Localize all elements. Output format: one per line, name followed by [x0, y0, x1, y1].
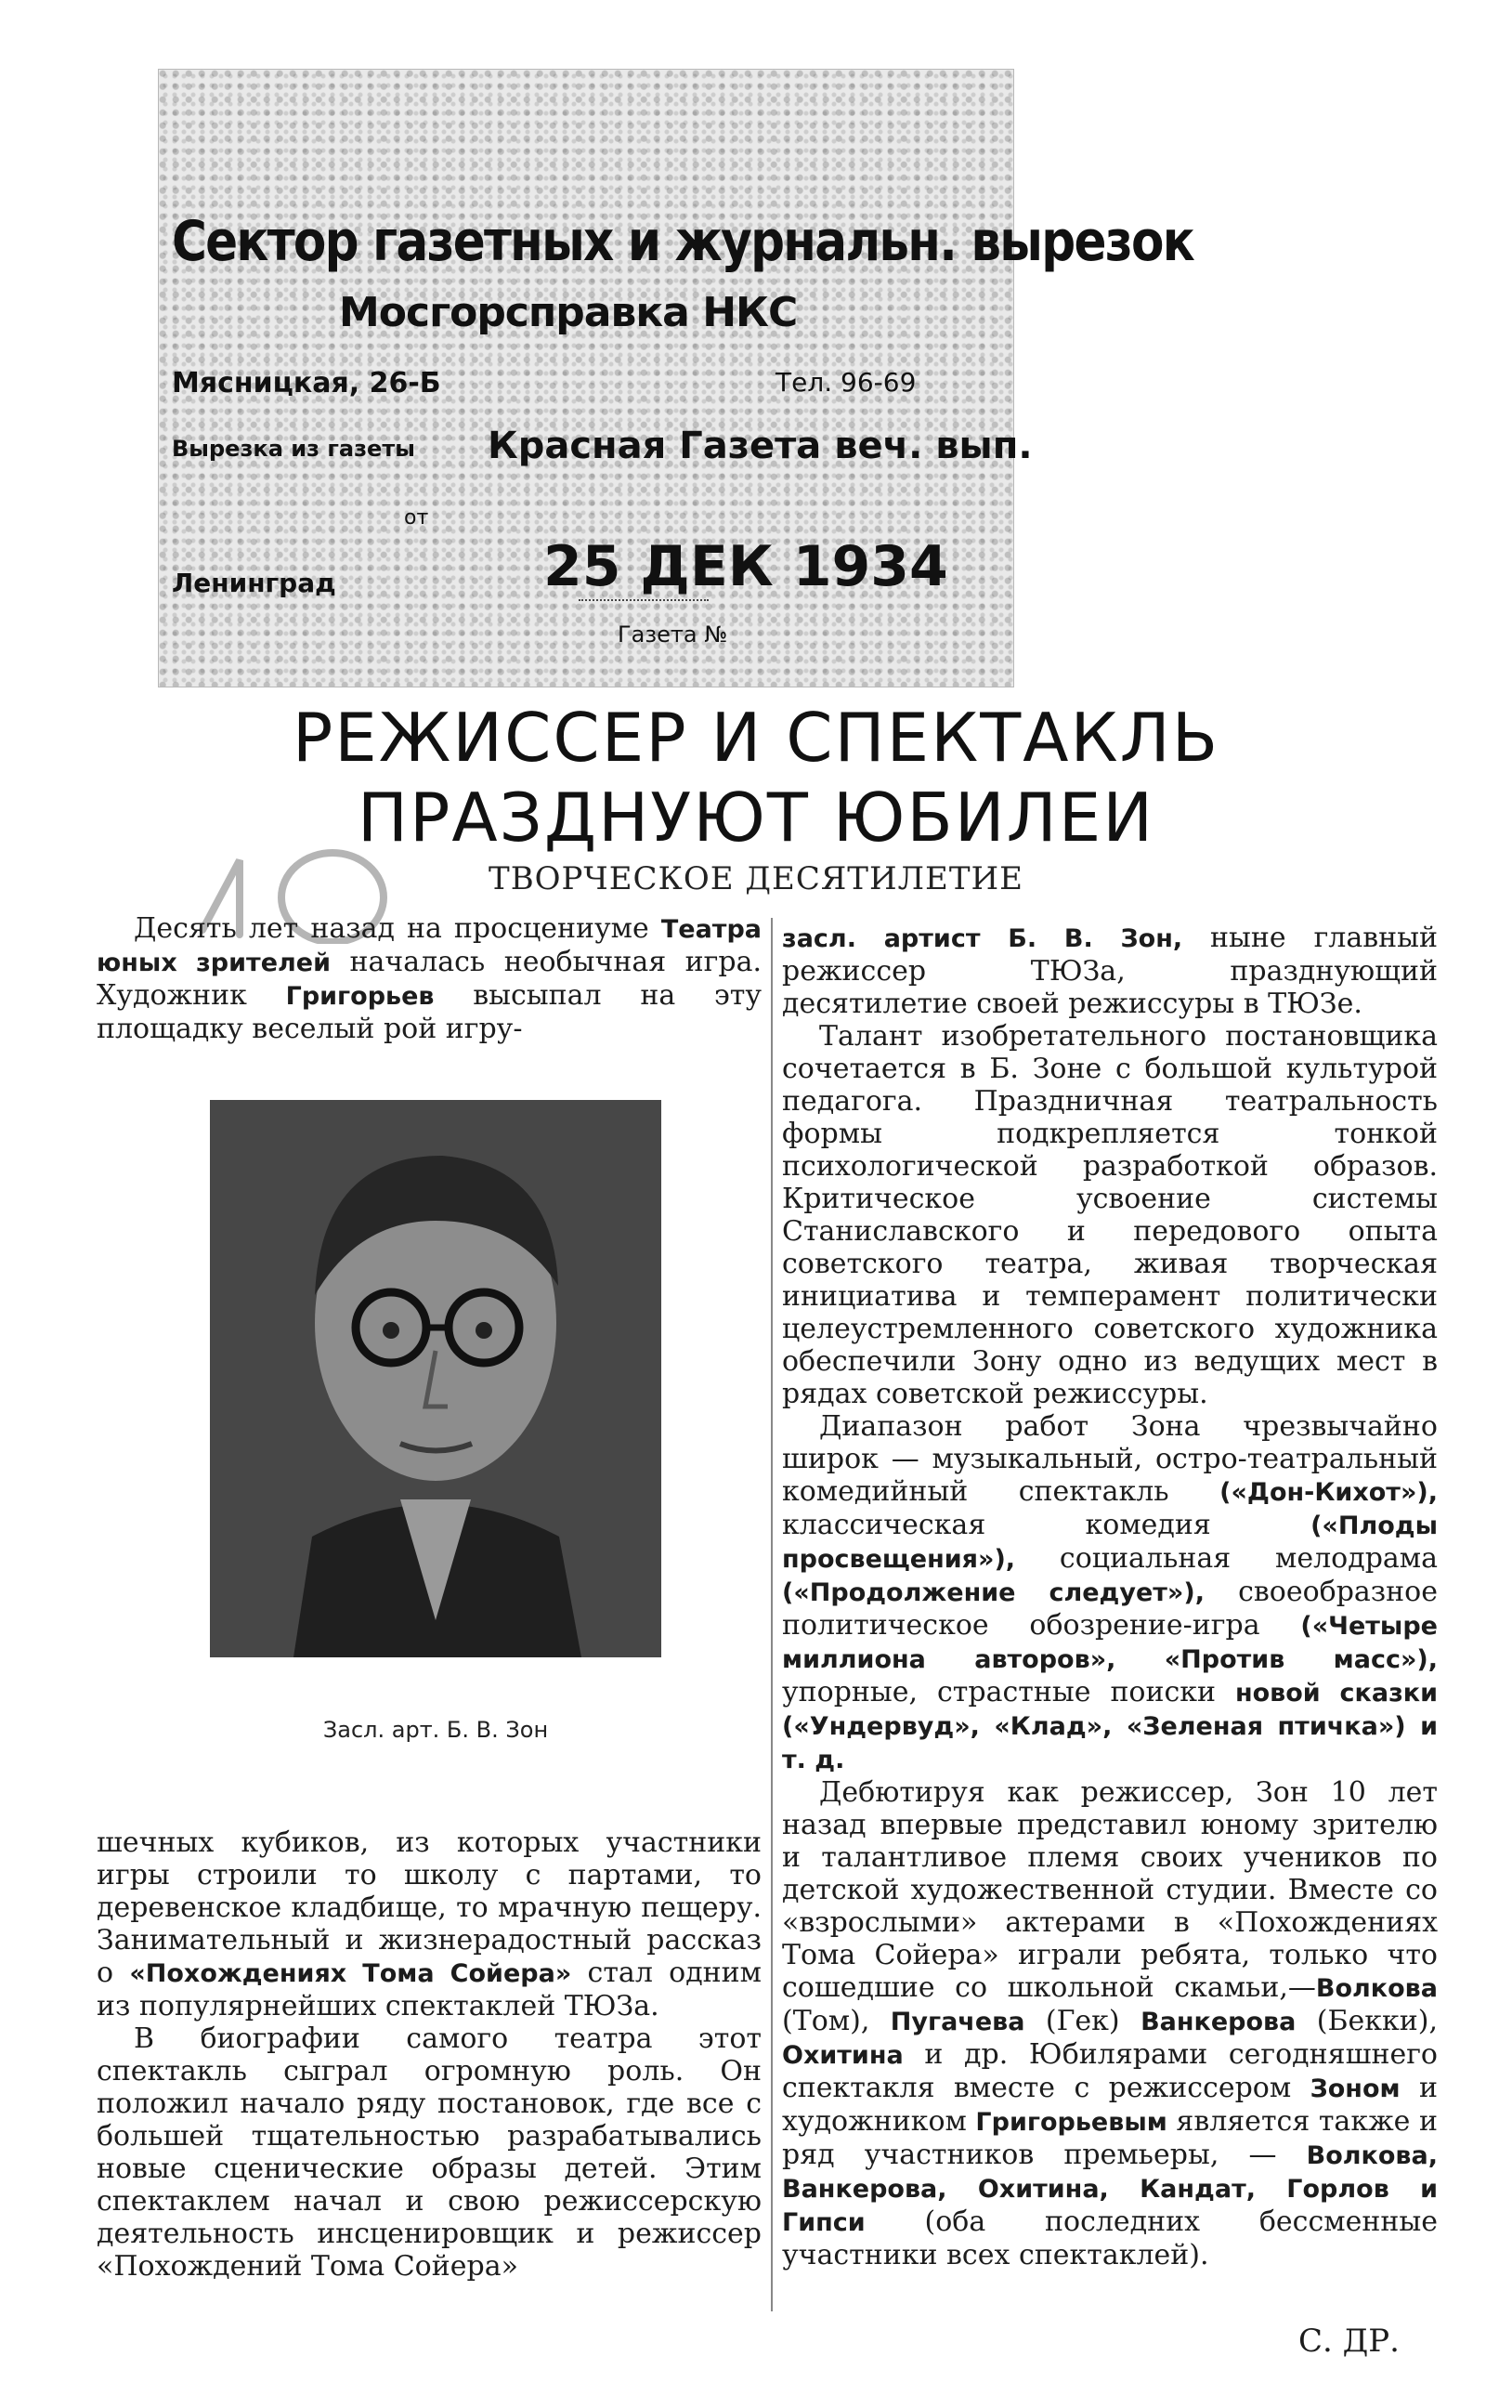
text-run-bold: («Плоды просвещения»),: [782, 1512, 1438, 1574]
col1b-paragraph-2: В биографии самого театра этот спектакль сыграл огромную роль. Он положил начало ряду постановок, где все с большей тщательностью разрабатывались новые сценические образы детей. Этим спектаклем начал и свою режиссерскую деятельность инсценировщик и режиссер «Похождений Тома Сойера»: [97, 2022, 762, 2283]
text-run: социальная мелодрама: [1015, 1542, 1438, 1575]
stamp-city: Ленинград: [172, 568, 336, 598]
col2-paragraph-3: [782, 1410, 1438, 1776]
col2-paragraph-2: Талант изобретательного постановщика сочетается в Б. Зоне с большой культурой педагога. Праздничная театральность формы подкрепляется тонкой психологической разработкой образов. Критическое усвоение системы Станиславского и передового опыта советского театра, живая творческая инициатива и темперамент политически целеустремленного советского художника обеспечили Зону одно из ведущих мест в рядах советской режиссуры.: [782, 1020, 1438, 1410]
text-run-bold: засл. артист Б. В. Зон,: [782, 924, 1183, 953]
portrait-illustration: [210, 1100, 661, 1657]
text-run: (Гек): [1024, 2005, 1141, 2037]
text-run-bold: новой сказки («Ундервуд», «Клад», «Зеленая птичка») и т. д.: [782, 1679, 1438, 1774]
text-run: своеобразное политическое обозрение-игра: [782, 1576, 1438, 1642]
stamp-dotted-line: [579, 599, 709, 601]
headline-line-2: ПРАЗДНУЮТ ЮБИЛЕИ: [357, 779, 1155, 857]
text-run: высыпал на эту площадку веселый рой игру-: [97, 979, 762, 1045]
text-run-bold: Пугачева: [890, 2008, 1025, 2036]
text-run: упорные, страстные поиски: [782, 1676, 1235, 1708]
text-run: является также и ряд участников премьеры, —: [782, 2105, 1438, 2171]
text-run: (Том),: [782, 2005, 891, 2037]
text-run-bold: Григорьев: [285, 982, 435, 1011]
text-run-bold: Григорьевым: [975, 2108, 1167, 2137]
text-run-bold: Охитина: [782, 2041, 904, 2070]
stamp-issue-label: Газета №: [618, 622, 728, 648]
stamp-sector: Сектор газетных и журнальн. вырезок: [172, 209, 1194, 274]
col1b-paragraph-1: [97, 1826, 762, 2022]
headline-line-1: РЕЖИССЕР И СПЕКТАКЛЬ: [292, 699, 1220, 777]
column-1-bottom: [97, 1826, 762, 2283]
text-run: (оба последних бессменные участники всех спектаклей).: [782, 2205, 1438, 2271]
col2-paragraph-4: [782, 1776, 1438, 2271]
text-run: ныне главный режиссер ТЮЗа, празднующий десятилетие своей режиссуры в ТЮЗе.: [782, 922, 1438, 1020]
column-divider: [771, 918, 773, 2311]
stamp-address: Мясницкая, 26-Б: [172, 367, 441, 399]
text-run: классическая комедия: [782, 1509, 1311, 1541]
stamp-date: 25 ДЕК 1934: [543, 534, 948, 599]
text-run-bold: («Четыре миллиона авторов», «Против масс»),: [782, 1612, 1438, 1674]
col1-paragraph: [97, 912, 762, 1045]
column-2: [782, 922, 1438, 2271]
clipping-stamp: [158, 69, 1194, 687]
text-run: Дебютируя как режиссер, Зон 10 лет назад впервые представил юному зрителю и талантливое племя своих учеников по детской художественной студии. Вместе со «взрослыми» актерами в «Похождениях Тома Сойера» играли ребята, только что сошедшие со школьной скамьи,—: [782, 1776, 1438, 2004]
text-run: Диапазон работ Зона чрезвычайно широк — музыкальный, остро-театральный комедийный спектакль: [782, 1410, 1438, 1508]
text-run-bold: Зоном: [1310, 2074, 1401, 2103]
text-run: Десять лет назад на просцениуме: [134, 912, 661, 945]
text-run-bold: Волкова, Ванкерова, Охитина, Кандат, Горлов и Гипси: [782, 2141, 1438, 2237]
stamp-phone: Тел. 96-69: [776, 367, 917, 398]
text-run: стал одним из популярнейших спектаклей ТЮЗа.: [97, 1956, 762, 2022]
stamp-clipping-label: Вырезка из газеты: [172, 436, 415, 462]
photo-caption: Засл. арт. Б. В. Зон: [322, 1717, 549, 1743]
text-run-bold: («Дон-Кихот»),: [1219, 1478, 1438, 1507]
subheading: ТВОРЧЕСКОЕ ДЕСЯТИЛЕТИЕ: [489, 860, 1023, 897]
text-run: началась необычная игра. Художник: [97, 946, 762, 1012]
stamp-org: Мосгорсправка НКС: [339, 289, 798, 336]
text-run-bold: Театра юных зрителей: [97, 915, 762, 977]
text-run: и др. Юбилярами сегодняшнего спектакля вместе с режиссером: [782, 2038, 1438, 2104]
author-signature: С. ДР.: [1298, 2323, 1400, 2360]
text-run-bold: Ванкерова: [1141, 2008, 1297, 2036]
text-run: и художником: [782, 2072, 1438, 2138]
portrait-photo: [210, 1100, 661, 1657]
text-run-bold: «Похождениях Тома Сойера»: [129, 1959, 572, 1988]
text-run: (Бекки),: [1296, 2005, 1438, 2037]
text-run: шечных кубиков, из которых участники игры строили то школу с партами, то деревенское кладбище, то мрачную пещеру. Занимательный и жизнерадостный рассказ о: [97, 1826, 762, 1989]
text-run-bold: («Продолжение следует»),: [782, 1578, 1205, 1607]
text-run-bold: Волкова: [1315, 1974, 1438, 2003]
column-1-top: [97, 912, 762, 1045]
col2-paragraph-1: [782, 922, 1438, 1020]
stamp-from-label: от: [404, 506, 429, 530]
stamp-newspaper: Красная Газета веч. вып.: [488, 425, 1033, 467]
